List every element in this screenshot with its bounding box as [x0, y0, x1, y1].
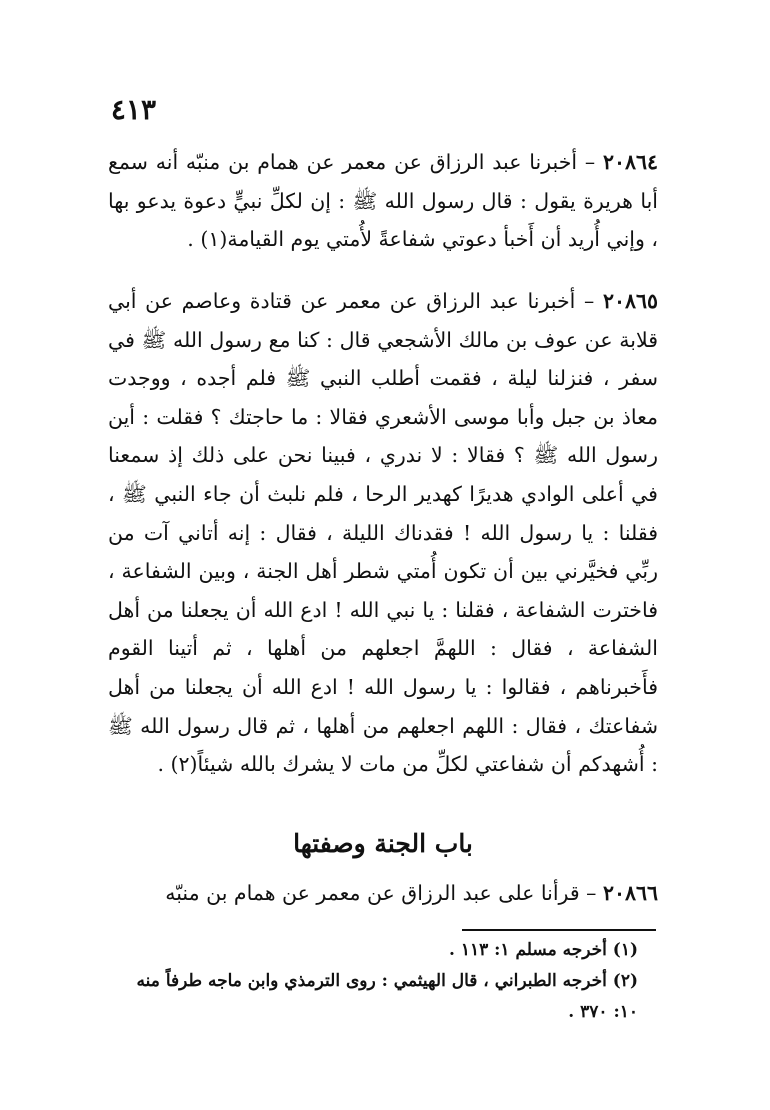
hadith-paragraph: [108, 874, 658, 913]
page-number: ٤١٣: [110, 93, 156, 126]
hadith-number: ٢٠٨٦٥: [602, 289, 658, 313]
hadith-20866: [108, 874, 658, 913]
hadith-paragraph: [108, 282, 658, 784]
footnote-2: (٢) أخرجه الطبراني ، قال الهيثمي : روى الترمذي وابن ماجه طرفاً منه ١٠: ٣٧٠ .: [136, 971, 638, 1022]
hadith-text: – أخبرنا عبد الرزاق عن معمر عن قتادة وعاصم عن أبي قلابة عن عوف بن مالك الأشجعي قال : كنا مع رسول الله ﷺ في سفر ، فنزلنا ليلة ، فقمت أطلب النبي ﷺ فلم أجده ، ووجدت معاذ بن جبل وأبا موسى الأشعري فقالا : ما حاجتك ؟ فقلت : أين رسول الله ﷺ ؟ فقالا : لا ندري ، فبينا نحن على ذلك إذ سمعنا في أعلى الوادي هديرًا كهدير الرحا ، فلم نلبث أن جاء النبي ﷺ ، فقلنا : يا رسول الله ! فقدناك الليلة ، فقال : إنه أتاني آت من ربِّي فخيَّرني بين أن تكون أُمتي شطر أهل الجنة ، وبين الشفاعة ، فاخترت الشفاعة ، فقلنا : يا نبي الله ! ادع الله أن يجعلنا من أهل الشفاعة ، فقال : اللهمَّ اجعلهم من أهلها ، ثم أتينا القوم فأَخبرناهم ، فقالوا : يا رسول الله ! ادع الله أن يجعلنا من أهل شفاعتك ، فقال : اللهم اجعلهم من أهلها ، ثم قال رسول الله ﷺ : أُشهدكم أن شفاعتي لكلِّ من مات لا يشرك بالله شيئاً(٢) .: [108, 289, 658, 777]
hadith-number: ٢٠٨٦٦: [602, 881, 658, 905]
hadith-20865: [108, 282, 658, 784]
hadith-number: ٢٠٨٦٤: [602, 150, 658, 174]
hadith-text: – أخبرنا عبد الرزاق عن معمر عن همام بن منبّه أنه سمع أبا هريرة يقول : قال رسول الله ﷺ : إن لكلِّ نبيٍّ دعوة يدعو بها ، وإني أُريد أن أَخبأ دعوتي شفاعةً لأُمتي يوم القيامة(١) .: [108, 150, 658, 252]
footnote-divider: [462, 929, 656, 931]
chapter-heading: باب الجنة وصفتها: [293, 829, 473, 858]
hadith-20864: [108, 143, 658, 259]
footnotes: [108, 935, 638, 1028]
hadith-text: – قرأنا على عبد الرزاق عن معمر عن همام بن منبّه: [165, 881, 603, 905]
footnote-1: (١) أخرجه مسلم ١: ١١٣ .: [448, 940, 638, 960]
hadith-paragraph: [108, 143, 658, 259]
